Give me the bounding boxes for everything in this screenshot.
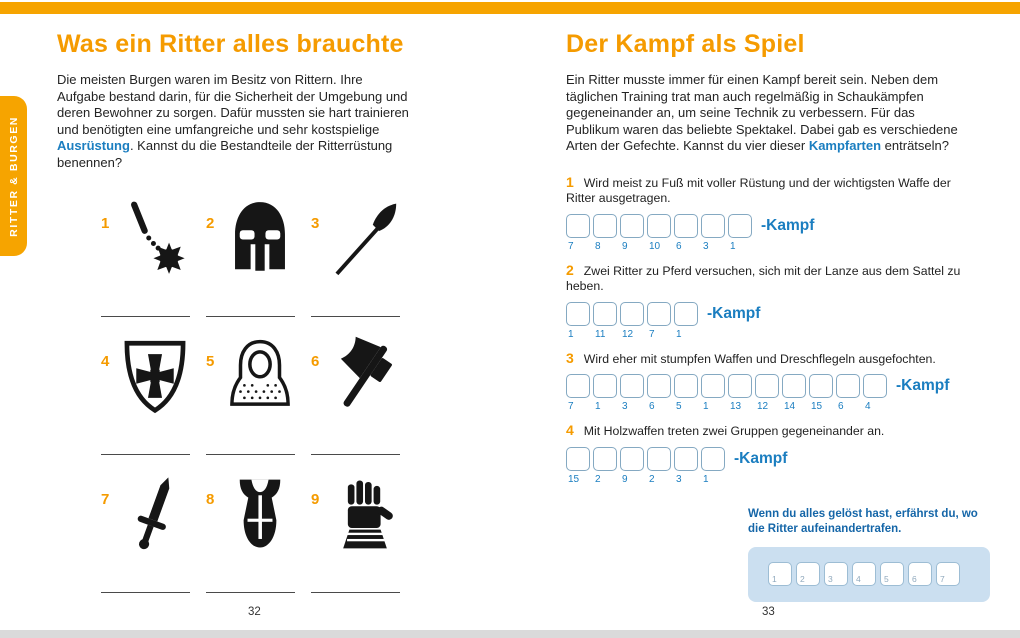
answer-cell xyxy=(593,214,617,252)
intro-text-after: . Kannst du die Bestandteile der Ritterrüstung benennen? xyxy=(57,138,393,170)
answer-cell xyxy=(620,374,644,412)
letter-number: 6 xyxy=(649,401,655,412)
equipment-item-7 xyxy=(101,469,206,593)
letter-box[interactable] xyxy=(620,447,644,471)
right-intro-paragraph xyxy=(566,72,964,155)
top-accent-bar xyxy=(0,2,1020,14)
answer-line[interactable] xyxy=(206,592,295,593)
final-note: Wenn du alles gelöst hast, erfährst du, wo die Ritter aufeinandertrafen. xyxy=(748,507,978,535)
answer-cell xyxy=(593,374,617,412)
final-answer-cells xyxy=(768,562,978,586)
clue-text: Wird meist zu Fuß mit voller Rüstung und der wichtigsten Waffe der Ritter ausgetragen. xyxy=(566,175,951,205)
answer-line[interactable] xyxy=(101,454,190,455)
letter-box[interactable] xyxy=(566,447,590,471)
left-page-title: Was ein Ritter alles brauchte xyxy=(57,30,404,58)
answer-cells xyxy=(566,302,698,340)
equipment-item-1 xyxy=(101,193,206,317)
letter-number: 2 xyxy=(649,473,655,485)
clue xyxy=(566,351,972,368)
answer-cell xyxy=(566,374,590,412)
chapter-tab[interactable] xyxy=(0,96,27,256)
equipment-item-3 xyxy=(311,193,416,317)
answer-cell xyxy=(647,374,671,412)
answer-cell xyxy=(674,374,698,412)
letter-number: 1 xyxy=(703,473,709,485)
answer-row xyxy=(566,214,972,252)
letter-number: 9 xyxy=(622,240,628,252)
answer-cell xyxy=(674,447,698,485)
puzzle-1 xyxy=(566,175,972,252)
letter-number: 9 xyxy=(622,473,628,485)
gauntlet-icon xyxy=(326,471,404,557)
letter-box[interactable] xyxy=(674,302,698,326)
answer-line[interactable] xyxy=(311,316,400,317)
letter-box[interactable] xyxy=(755,374,779,398)
answer-cell xyxy=(647,214,671,252)
letter-box[interactable] xyxy=(674,214,698,238)
letter-number: 2 xyxy=(800,573,805,584)
answer-cell xyxy=(836,374,860,412)
intro-highlight: Ausrüstung xyxy=(57,138,130,153)
letter-number: 4 xyxy=(865,401,871,412)
final-answer-section xyxy=(748,507,990,602)
kampf-suffix: -Kampf xyxy=(761,216,815,234)
item-number: 5 xyxy=(206,353,215,370)
letter-number: 7 xyxy=(568,401,574,412)
lance-icon xyxy=(326,195,404,281)
item-number: 9 xyxy=(311,491,320,508)
intro-highlight: Kampfarten xyxy=(808,138,882,153)
letter-box[interactable] xyxy=(908,562,932,586)
answer-line[interactable] xyxy=(206,316,295,317)
clue-number: 4 xyxy=(566,422,574,438)
letter-box[interactable] xyxy=(593,447,617,471)
answer-cells xyxy=(566,374,887,412)
equipment-item-2 xyxy=(206,193,311,317)
helmet-icon xyxy=(221,195,299,281)
letter-number: 3 xyxy=(828,573,833,584)
letter-box[interactable] xyxy=(852,562,876,586)
letter-number: 3 xyxy=(676,473,682,485)
axe-icon xyxy=(326,333,404,419)
item-number: 4 xyxy=(101,353,110,370)
letter-box[interactable] xyxy=(620,214,644,238)
equipment-grid xyxy=(101,193,461,593)
answer-cell xyxy=(674,214,698,252)
letter-box[interactable] xyxy=(593,302,617,326)
puzzle-4 xyxy=(566,423,972,485)
answer-row xyxy=(566,447,972,485)
letter-number: 12 xyxy=(622,328,634,340)
answer-cell xyxy=(593,302,617,340)
letter-box[interactable] xyxy=(701,374,725,398)
clue-text: Mit Holzwaffen treten zwei Gruppen gegeneinander an. xyxy=(583,424,885,438)
letter-number: 1 xyxy=(595,401,601,412)
letter-number: 1 xyxy=(568,328,574,340)
clue-number: 3 xyxy=(566,349,574,366)
answer-cell xyxy=(755,374,779,412)
letter-box[interactable] xyxy=(647,214,671,238)
letter-box[interactable] xyxy=(566,374,590,398)
letter-number: 15 xyxy=(811,401,823,412)
answer-cell xyxy=(593,447,617,485)
item-number: 8 xyxy=(206,491,215,508)
letter-number: 11 xyxy=(595,328,606,340)
letter-box[interactable] xyxy=(809,374,833,398)
breastplate-icon xyxy=(221,471,299,557)
equipment-item-5 xyxy=(206,331,311,455)
letter-number: 7 xyxy=(940,573,945,584)
answer-line[interactable] xyxy=(311,454,400,455)
answer-cell xyxy=(701,214,725,252)
kampf-suffix: -Kampf xyxy=(707,304,761,322)
letter-box[interactable] xyxy=(728,374,752,398)
letter-box[interactable] xyxy=(620,374,644,398)
answer-cell xyxy=(647,302,671,340)
letter-number: 15 xyxy=(568,473,580,485)
page-number-left: 32 xyxy=(248,606,261,618)
answer-cell xyxy=(620,447,644,485)
left-page xyxy=(57,30,461,593)
letter-box[interactable] xyxy=(674,447,698,471)
answer-cell xyxy=(674,302,698,340)
letter-number: 1 xyxy=(703,401,709,412)
letter-box[interactable] xyxy=(782,374,806,398)
answer-cell xyxy=(728,374,752,412)
letter-box[interactable] xyxy=(796,562,820,586)
page-bottom-edge xyxy=(0,630,1020,638)
letter-box[interactable] xyxy=(566,214,590,238)
clue-number: 1 xyxy=(566,173,574,190)
answer-line[interactable] xyxy=(311,592,400,593)
letter-number: 6 xyxy=(838,401,844,412)
answer-cell xyxy=(782,374,806,412)
letter-box[interactable] xyxy=(701,447,725,471)
answer-cell xyxy=(701,447,725,485)
answer-cell xyxy=(728,214,752,252)
clue xyxy=(566,175,972,207)
letter-number: 8 xyxy=(595,240,601,252)
answer-line[interactable] xyxy=(206,454,295,455)
letter-box[interactable] xyxy=(836,374,860,398)
letter-number: 5 xyxy=(676,401,682,412)
answer-cell xyxy=(701,374,725,412)
equipment-item-8 xyxy=(206,469,311,593)
letter-number: 7 xyxy=(649,328,655,340)
equipment-item-6 xyxy=(311,331,416,455)
letter-number: 1 xyxy=(730,240,736,252)
equipment-item-4 xyxy=(101,331,206,455)
chapter-tab-label: RITTER & BURGEN xyxy=(7,115,20,237)
item-number: 2 xyxy=(206,215,215,232)
item-number: 7 xyxy=(101,491,110,508)
letter-box[interactable] xyxy=(647,374,671,398)
puzzle-2 xyxy=(566,263,972,340)
flail-icon xyxy=(116,195,194,281)
letter-number: 5 xyxy=(884,573,889,584)
intro-text: Ein Ritter musste immer für einen Kampf bereit sein. Neben dem täglichen Training trat man auch regelmäßig in Schaukämpfen gegeneinander an, um seine Technik zu verbessern. Für das Publikum waren das beliebte Spektakel. Dabei gab es verschiedene Arten der Gefechte. Kannst du vier dieser xyxy=(566,72,958,153)
answer-cell xyxy=(809,374,833,412)
letter-box[interactable] xyxy=(863,374,887,398)
shield-icon xyxy=(116,333,194,419)
letter-number: 13 xyxy=(730,401,742,412)
letter-box[interactable] xyxy=(936,562,960,586)
letter-number: 3 xyxy=(703,240,709,252)
answer-cell xyxy=(620,302,644,340)
item-number: 6 xyxy=(311,353,320,370)
letter-box[interactable] xyxy=(768,562,792,586)
clue-text: Zwei Ritter zu Pferd versuchen, sich mit der Lanze aus dem Sattel zu heben. xyxy=(566,263,961,293)
letter-box[interactable] xyxy=(620,302,644,326)
answer-cells xyxy=(566,447,725,485)
clue-number: 2 xyxy=(566,261,574,278)
answer-cells xyxy=(566,214,752,252)
letter-box[interactable] xyxy=(701,214,725,238)
page-number-right: 33 xyxy=(762,606,775,618)
puzzle-3 xyxy=(566,351,972,413)
letter-box[interactable] xyxy=(728,214,752,238)
letter-box[interactable] xyxy=(593,374,617,398)
answer-row xyxy=(566,374,972,412)
right-page xyxy=(566,30,978,602)
letter-number: 1 xyxy=(676,328,682,340)
letter-box[interactable] xyxy=(880,562,904,586)
kampf-suffix: -Kampf xyxy=(896,377,950,394)
letter-number: 6 xyxy=(676,240,682,252)
clue xyxy=(566,423,972,440)
equipment-item-9 xyxy=(311,469,416,593)
answer-row xyxy=(566,302,972,340)
answer-cell xyxy=(566,302,590,340)
answer-cell xyxy=(620,214,644,252)
letter-number: 12 xyxy=(757,401,769,412)
letter-box[interactable] xyxy=(674,374,698,398)
letter-box[interactable] xyxy=(824,562,848,586)
letter-number: 2 xyxy=(595,473,601,485)
answer-cell xyxy=(647,447,671,485)
answer-line[interactable] xyxy=(101,592,190,593)
right-page-title: Der Kampf als Spiel xyxy=(566,30,805,58)
final-answer-panel xyxy=(748,547,990,602)
item-number: 1 xyxy=(101,215,110,232)
letter-box[interactable] xyxy=(647,447,671,471)
item-number: 3 xyxy=(311,215,320,232)
letter-number: 1 xyxy=(772,573,777,584)
intro-text: Die meisten Burgen waren im Besitz von Rittern. Ihre Aufgabe bestand darin, für die Sicherheit der Umgebung und deren Bewohner zu sorgen. Dafür mussten sie hart trainieren und benötigten eine umfangreiche und sehr kostspielige xyxy=(57,72,409,137)
letter-number: 6 xyxy=(912,573,917,584)
answer-line[interactable] xyxy=(101,316,190,317)
letter-number: 7 xyxy=(568,240,574,252)
clue xyxy=(566,263,972,295)
answer-cell xyxy=(863,374,887,412)
answer-cell xyxy=(566,214,590,252)
kampf-suffix: -Kampf xyxy=(734,449,788,467)
clue-text: Wird eher mit stumpfen Waffen und Dreschflegeln ausgefochten. xyxy=(583,351,936,366)
chainmail-coif-icon xyxy=(221,333,299,419)
letter-box[interactable] xyxy=(566,302,590,326)
letter-number: 4 xyxy=(856,573,861,584)
sword-icon xyxy=(116,471,194,557)
letter-box[interactable] xyxy=(647,302,671,326)
letter-number: 10 xyxy=(649,240,661,252)
intro-text-after: enträtseln? xyxy=(881,138,949,153)
letter-box[interactable] xyxy=(593,214,617,238)
answer-cell xyxy=(566,447,590,485)
letter-number: 3 xyxy=(622,401,628,412)
left-intro-paragraph xyxy=(57,72,411,171)
letter-number: 14 xyxy=(784,401,796,412)
